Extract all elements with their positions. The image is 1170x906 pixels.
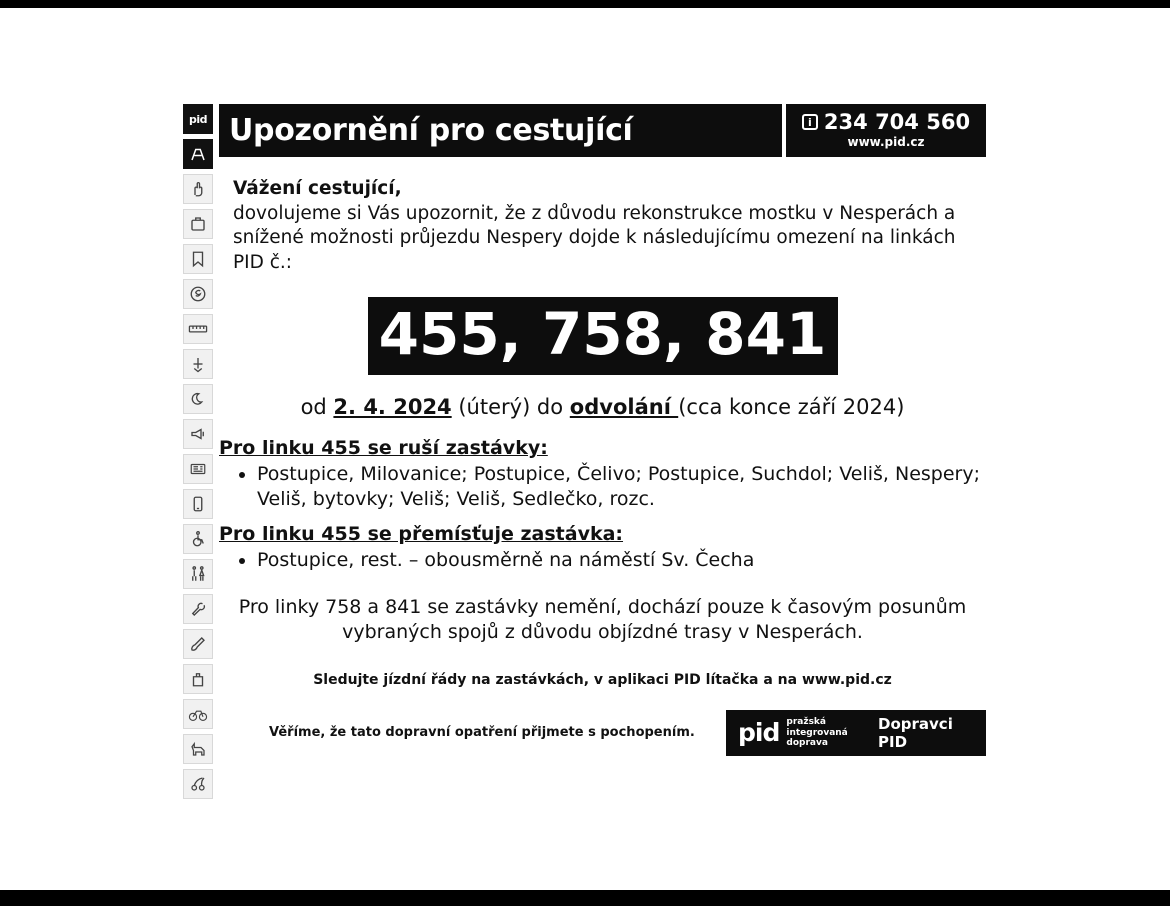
pid-logo-icon-label: pid bbox=[188, 112, 208, 126]
restroom-icon[interactable] bbox=[183, 559, 213, 589]
phone-number: 234 704 560 bbox=[823, 109, 971, 134]
affected-lines: 455, 758, 841 bbox=[378, 300, 827, 369]
info-icon: i bbox=[802, 114, 818, 130]
validity-suffix: (cca konce září 2024) bbox=[678, 395, 905, 420]
hand-warning-icon[interactable] bbox=[183, 174, 213, 204]
pid-footer-logo bbox=[726, 710, 986, 756]
greeting-text: Vážení cestující, bbox=[233, 178, 402, 199]
validity-line bbox=[219, 395, 986, 419]
phone-line bbox=[802, 109, 971, 134]
briefcase-icon[interactable] bbox=[183, 209, 213, 239]
section-cancelled-stops bbox=[219, 437, 986, 512]
lines-banner bbox=[368, 297, 838, 375]
icon-rail bbox=[183, 104, 213, 799]
spiral-icon[interactable] bbox=[183, 279, 213, 309]
follow-info: Sledujte jízdní řády na zastávkách, v aplikaci PID lítačka a na www.pid.cz bbox=[313, 671, 892, 688]
poster-footer bbox=[219, 710, 986, 756]
website-url[interactable]: www.pid.cz bbox=[847, 134, 925, 149]
tram-icon[interactable] bbox=[183, 139, 213, 169]
page-title: Upozornění pro cestující bbox=[229, 112, 633, 148]
pid-wordmark: pid bbox=[738, 718, 780, 748]
list-item: • Postupice, rest. – obousměrně na náměstí Sv. Čecha bbox=[257, 548, 986, 573]
dog-icon[interactable] bbox=[183, 734, 213, 764]
validity-middle: (úterý) do bbox=[451, 395, 570, 420]
footer-note: Věříme, že tato dopravní opatření přijmete s pochopením. bbox=[269, 725, 695, 741]
section-relocated-stop bbox=[219, 523, 986, 573]
section-heading: Pro linku 455 se přemísťuje zastávka: bbox=[219, 522, 624, 545]
brush-icon[interactable] bbox=[183, 629, 213, 659]
megaphone-icon[interactable] bbox=[183, 419, 213, 449]
intro-block bbox=[219, 177, 986, 275]
carrier-label: Dopravci PID bbox=[878, 714, 953, 751]
intro-text: dovolujeme si Vás upozornit, že z důvodu rekonstrukce mostku v Nesperách a snížené možnosti průjezdu Nespery dojde k následujícímu omezení na linkách PID č.: bbox=[233, 202, 956, 273]
top-frame-bar bbox=[0, 0, 1170, 8]
section-list bbox=[219, 548, 986, 573]
poster-title-bar bbox=[219, 104, 782, 157]
cherry-icon[interactable] bbox=[183, 769, 213, 799]
pid-logo-subtitle-line1: pražská integrovaná bbox=[786, 717, 848, 738]
bicycle-icon[interactable] bbox=[183, 699, 213, 729]
bookmark-icon[interactable] bbox=[183, 244, 213, 274]
contact-box bbox=[786, 104, 986, 157]
pid-logo-subtitle bbox=[786, 717, 878, 748]
notice-poster bbox=[219, 104, 986, 756]
newspaper-icon[interactable] bbox=[183, 454, 213, 484]
section-heading: Pro linku 455 se ruší zastávky: bbox=[219, 437, 548, 460]
list-item: • Postupice, Milovanice; Postupice, Čelivo; Postupice, Suchdol; Veliš, Nespery; Veliš, bytovky; Veliš; Veliš, Sedlečko, rozc. bbox=[257, 462, 986, 512]
wheelchair-icon[interactable] bbox=[183, 524, 213, 554]
additional-note: Pro linky 758 a 841 se zastávky nemění, dochází pouze k časovým posunům vybraných spojů z důvodu objízdné trasy v Nesperách. bbox=[238, 595, 967, 644]
tools-icon[interactable] bbox=[183, 664, 213, 694]
poster-header bbox=[219, 104, 986, 157]
ruler-icon[interactable] bbox=[183, 314, 213, 344]
anchor-icon[interactable] bbox=[183, 349, 213, 379]
bottom-frame-bar bbox=[0, 890, 1170, 906]
moon-icon[interactable] bbox=[183, 384, 213, 414]
pid-logo-subtitle-line2: doprava bbox=[786, 738, 828, 749]
validity-prefix: od bbox=[300, 395, 334, 420]
validity-until: odvolání bbox=[569, 395, 679, 420]
wrench-icon[interactable] bbox=[183, 594, 213, 624]
validity-date-from: 2. 4. 2024 bbox=[333, 395, 452, 420]
mobile-icon[interactable] bbox=[183, 489, 213, 519]
section-list bbox=[219, 462, 986, 512]
pid-logo-icon[interactable] bbox=[183, 104, 213, 134]
